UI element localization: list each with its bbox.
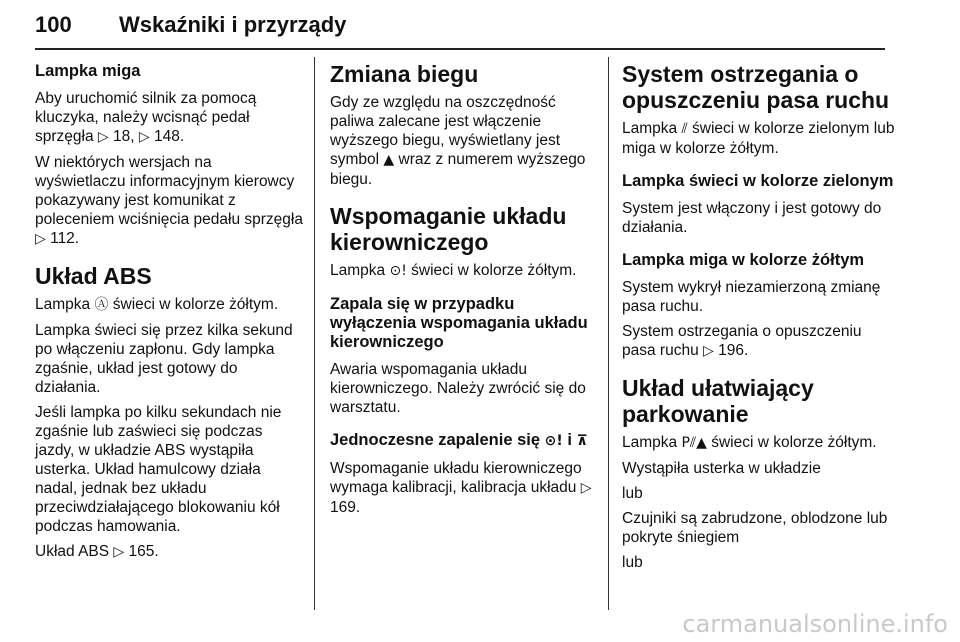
section-heading-lane-departure: System ostrzegania o opuszczeniu pasa ruchu [622, 61, 890, 113]
paragraph: System jest włączony i jest gotowy do działania. [622, 200, 882, 236]
paragraph: System wykrył niezamierzoną zmianę pasa ruchu. [622, 279, 881, 315]
paragraph: Lampka ⊙! świeci w kolorze żółtym. [330, 262, 577, 279]
page-ref-icon: ▷ [580, 480, 592, 496]
page-ref[interactable]: 18, [113, 128, 135, 145]
page-ref[interactable]: 148. [153, 128, 185, 145]
steering-warning-icon: ⊙! [544, 433, 563, 449]
paragraph: Aby uruchomić silnik za pomocą kluczyka, należy wcisnąć pedał sprzęgła ▷ 18, ▷ 148. [35, 90, 257, 145]
page-ref-icon: ▷ [97, 129, 109, 145]
paragraph: System ostrzegania o opuszczeniu pasa ruchu ▷ 196. [622, 323, 862, 359]
page-ref[interactable]: 169. [330, 499, 361, 516]
abs-warning-icon: Ⓐ [94, 297, 109, 313]
section-heading-zoltym: Lampka miga w kolorze żółtym [622, 251, 865, 269]
column-divider [314, 57, 315, 610]
page-ref-icon: ▷ [35, 231, 46, 247]
section-heading-wspomaganie: Wspomaganie układu kierowniczego [330, 203, 567, 255]
column-divider [608, 57, 609, 610]
page-ref-icon: ▷ [113, 544, 125, 560]
page-ref[interactable]: 196. [718, 342, 749, 359]
section-heading-wylaczenie: Zapala się w przypadku wyłączenia wspomagania układu kierowniczego [330, 295, 588, 351]
page-ref-icon: ▷ [138, 129, 150, 145]
paragraph: Jeśli lampka po kilku sekundach nie zgaśnie lub zaświeci się podczas jazdy, w układzie ABS wystąpiła usterka. Układ hamulcowy działa nadal, jednak bez układu przeciwdziałającego blokowaniu kół podczas hamowania. [35, 404, 282, 535]
watermark: carmanualsonline.info [682, 610, 948, 638]
page-title: Wskaźniki i przyrządy [119, 12, 347, 37]
page-header [35, 10, 885, 50]
gearshift-up-icon: ▲ [383, 152, 395, 168]
calibration-icon: ⊼ [576, 433, 588, 449]
paragraph: lub [622, 485, 643, 502]
steering-warning-icon: ⊙! [389, 263, 407, 279]
section-heading-lampka-miga: Lampka miga [35, 62, 141, 80]
paragraph: Układ ABS ▷ 165. [35, 543, 159, 560]
section-heading-jednoczesne: Jednoczesne zapalenie się ⊙! i ⊼ [330, 431, 588, 449]
paragraph: Lampka Ⓐ świeci w kolorze żółtym. [35, 296, 279, 313]
section-heading-parking: Układ ułatwiający parkowanie [622, 375, 814, 427]
page-ref[interactable]: 112. [50, 230, 80, 247]
section-heading-zmiana-biegu: Zmiana biegu [330, 61, 479, 87]
paragraph: Czujniki są zabrudzone, oblodzone lub pokryte śniegiem [622, 510, 888, 546]
page-number: 100 [35, 12, 72, 37]
section-heading-abs: Układ ABS [35, 263, 152, 289]
column-right [622, 62, 897, 578]
paragraph: Lampka P⫽▲ świeci w kolorze żółtym. [622, 434, 877, 451]
page-ref-icon: ▷ [703, 343, 714, 359]
paragraph: Awaria wspomagania układu kierowniczego. Należy zwrócić się do warsztatu. [330, 361, 586, 416]
paragraph: Gdy ze względu na oszczędność paliwa zalecane jest włączenie wyższego biegu, wyświetlany jest symbol ▲ wraz z numerem wyższego biegu. [330, 94, 586, 188]
paragraph: Lampka świeci się przez kilka sekund po włączeniu zapłonu. Gdy lampka zgaśnie, układ jest gotowy do działania. [35, 322, 293, 396]
parking-assist-icon: P⫽▲ [681, 435, 707, 451]
paragraph: Wspomaganie układu kierowniczego wymaga kalibracji, kalibracja układu ▷ 169. [330, 460, 592, 516]
paragraph: W niektórych wersjach na wyświetlaczu informacyjnym kierowcy pokazywany jest komunikat z poleceniem wciśnięcia pedału sprzęgła ▷ 112. [35, 154, 303, 247]
paragraph: lub [622, 554, 643, 571]
column-left [35, 62, 305, 568]
page-ref[interactable]: 165. [128, 543, 159, 560]
lane-departure-icon: ⫽ [681, 121, 688, 137]
column-middle [330, 62, 602, 523]
section-heading-zielonym: Lampka świeci w kolorze zielonym [622, 172, 894, 190]
paragraph: Wystąpiła usterka w układzie [622, 460, 821, 477]
paragraph: Lampka ⫽ świeci w kolorze zielonym lub miga w kolorze żółtym. [622, 120, 895, 157]
